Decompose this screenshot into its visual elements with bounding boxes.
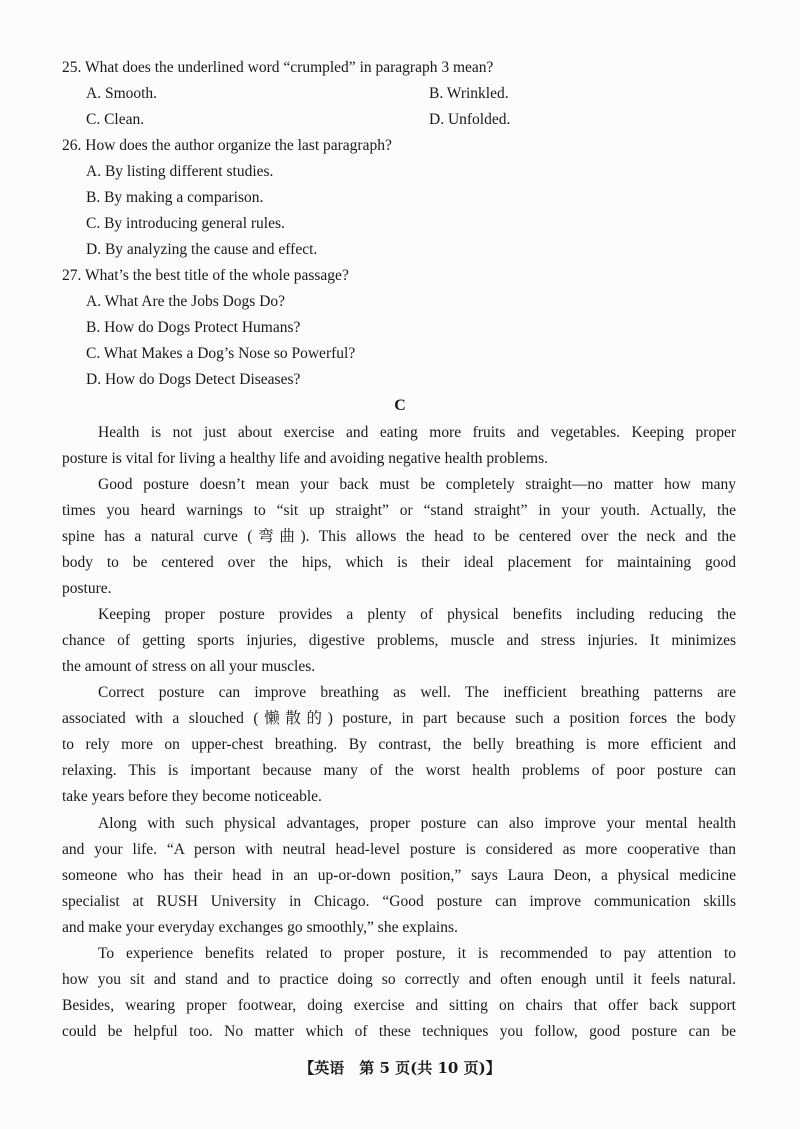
question-26-option-d: D. By analyzing the cause and effect.	[86, 241, 318, 258]
question-25-option-a: A. Smooth.	[86, 85, 158, 102]
paragraph-3-line: Keeping proper posture provides a plenty of physical benefits including reducing the	[98, 606, 736, 623]
paragraph-4-line: Correct posture can improve breathing as well. The inefficient breathing patterns are	[98, 684, 736, 701]
section-heading: C	[394, 397, 406, 414]
paragraph-3-line: chance of getting sports injuries, digestive problems, muscle and stress injuries. It minimizes	[62, 632, 736, 649]
question-27-option-c: C. What Makes a Dog’s Nose so Powerful?	[86, 345, 356, 362]
paragraph-2-line: posture.	[62, 580, 112, 597]
paragraph-1-line: Health is not just about exercise and eating more fruits and vegetables. Keeping proper	[98, 424, 736, 441]
paragraph-5-line: and make your everyday exchanges go smoothly,” she explains.	[62, 919, 458, 936]
paragraph-2-line: body to be centered over the hips, which is their ideal placement for maintaining good	[62, 554, 736, 571]
question-27-option-d: D. How do Dogs Detect Diseases?	[86, 371, 301, 388]
question-26-option-a: A. By listing different studies.	[86, 163, 274, 180]
question-26-option-c: C. By introducing general rules.	[86, 215, 285, 232]
question-25-option-c: C. Clean.	[86, 111, 145, 128]
paragraph-5-line: and your life. “A person with neutral head-level posture is considered as more cooperative than	[62, 841, 736, 858]
paragraph-2-line: times you heard warnings to “sit up straight” or “stand straight” in your youth. Actually, the	[62, 502, 736, 519]
paragraph-6-line: could be helpful too. No matter which of these techniques you follow, good posture can be	[62, 1023, 736, 1040]
question-27-option-b: B. How do Dogs Protect Humans?	[86, 319, 301, 336]
question-25-stem: 25. What does the underlined word “crumpled” in paragraph 3 mean?	[62, 59, 494, 76]
paragraph-5-line: Along with such physical advantages, proper posture can also improve your mental health	[98, 815, 736, 832]
question-26-stem: 26. How does the author organize the last paragraph?	[62, 137, 392, 154]
paragraph-4-line: associated with a slouched (懒散的) posture, in part because such a position forces the body	[62, 710, 736, 727]
paragraph-3-line: the amount of stress on all your muscles.	[62, 658, 316, 675]
paragraph-4-line: take years before they become noticeable.	[62, 788, 322, 805]
paragraph-6-line: To experience benefits related to proper posture, it is recommended to pay attention to	[98, 945, 736, 962]
paragraph-2-line: Good posture doesn’t mean your back must be completely straight—no matter how many	[98, 476, 736, 493]
paragraph-2-line: spine has a natural curve (弯曲). This allows the head to be centered over the neck and the	[62, 528, 736, 545]
question-27-option-a: A. What Are the Jobs Dogs Do?	[86, 293, 286, 310]
paragraph-5-line: someone who has their head in an up-or-down position,” says Laura Deon, a physical medicine	[62, 867, 736, 884]
question-25-option-b: B. Wrinkled.	[429, 85, 509, 102]
paragraph-4-line: to rely more on upper-chest breathing. By contrast, the belly breathing is more efficient and	[62, 736, 736, 753]
paragraph-6-line: how you sit and stand and to practice doing so correctly and often enough until it feels natural.	[62, 971, 736, 988]
paragraph-6-line: Besides, wearing proper footwear, doing exercise and sitting on chairs that offer back support	[62, 997, 736, 1014]
paragraph-4-line: relaxing. This is important because many of the worst health problems of poor posture can	[62, 762, 736, 779]
question-27-stem: 27. What’s the best title of the whole passage?	[62, 267, 349, 284]
paragraph-5-line: specialist at RUSH University in Chicago. “Good posture can improve communication skills	[62, 893, 736, 910]
question-26-option-b: B. By making a comparison.	[86, 189, 264, 206]
question-25-option-d: D. Unfolded.	[429, 111, 511, 128]
paragraph-1-line: posture is vital for living a healthy life and avoiding negative health problems.	[62, 450, 548, 467]
page-footer: 【英语 第 5 页(共 10 页)】	[299, 1059, 501, 1077]
